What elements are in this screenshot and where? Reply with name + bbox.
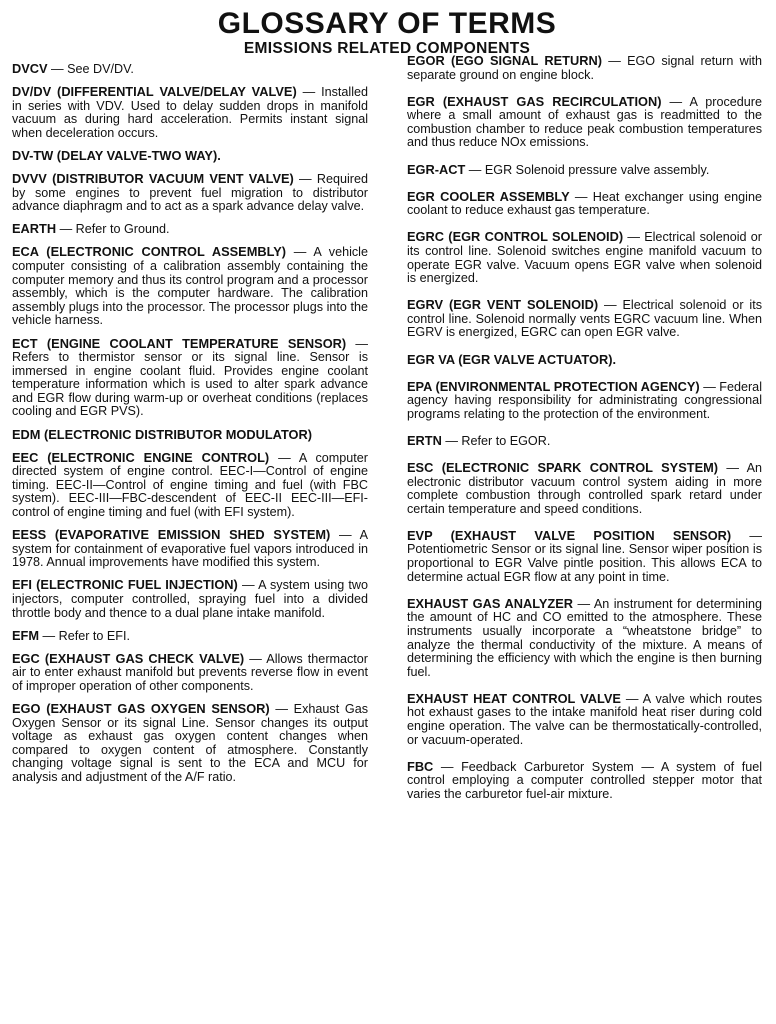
glossary-entry	[407, 353, 762, 368]
glossary-entry	[12, 85, 368, 140]
glossary-term: ESC (ELECTRONIC SPARK CONTROL SYSTEM)	[407, 459, 719, 475]
glossary-definition: — A valve which routes hot exhaust gases to the intake manifold heat riser during cold engine operation. The valve can be thermostatically-controlled, or vacuum-operated.	[407, 691, 763, 747]
glossary-definition: — Refers to thermistor sensor or its signal line. Sensor is immersed in engine coolant fluid. Provides engine coolant temperature information which is used to alter spark advance and EGR flow during warm-up or overheat conditions (replaces cooling and EGR PVS).	[12, 336, 368, 419]
glossary-term: EESS (EVAPORATIVE EMISSION SHED SYSTEM)	[12, 527, 331, 543]
glossary-entry	[407, 298, 762, 340]
glossary-definition: — Potentiometric Sensor or its signal line. Sensor wiper position is proportional to EGR Valve pintle position. This allows ECA to determine actual EGR flow at any point in time.	[407, 528, 762, 584]
glossary-term: EXHAUST GAS ANALYZER	[407, 595, 573, 611]
glossary-term: EFM	[12, 627, 40, 643]
glossary-definition: — A system for containment of evaporative fuel vapors introduced in 1978. Annual improvements have modified this system.	[12, 528, 368, 570]
glossary-term: FBC	[407, 758, 434, 774]
glossary-term: ERTN	[407, 432, 442, 448]
right-column	[407, 54, 762, 814]
glossary-definition: — Feedback Carburetor System — A system of fuel control employing a computer controlled stepper motor that varies the carburetor fuel-air mixture.	[407, 759, 762, 801]
glossary-entry	[12, 245, 368, 328]
glossary-entry	[407, 760, 762, 802]
glossary-definition: — An instrument for determining the amount of HC and CO emitted to the atmosphere. These instruments usually incorporate a “wheatstone bridge” to analyze the thermal conductivity of the mixture. A means of determining the efficiency with which the engine is then burning fuel.	[407, 596, 762, 679]
glossary-definition: — EGR Solenoid pressure valve assembly.	[465, 162, 710, 177]
glossary-term: EGRC (EGR CONTROL SOLENOID)	[407, 229, 624, 245]
glossary-term: ECT (ENGINE COOLANT TEMPERATURE SENSOR)	[12, 335, 347, 351]
glossary-term: EDM (ELECTRONIC DISTRIBUTOR MODULATOR)	[12, 426, 313, 442]
glossary-entry	[12, 528, 368, 570]
glossary-definition: — EGO signal return with separate ground on engine block.	[407, 54, 763, 82]
glossary-entry	[407, 597, 762, 680]
glossary-entry	[12, 222, 368, 237]
glossary-term: EFI (ELECTRONIC FUEL INJECTION)	[12, 577, 238, 593]
glossary-entry	[407, 434, 762, 449]
glossary-entry	[12, 702, 368, 785]
glossary-entry	[407, 190, 762, 218]
glossary-entry	[407, 692, 762, 747]
glossary-definition: — Electrical solenoid or its control line. Solenoid normally vents EGRC vacuum line. When EGRV is energized, EGRC can open EGR valve.	[407, 298, 762, 340]
glossary-entry	[12, 652, 368, 694]
glossary-term: EGO (EXHAUST GAS OXYGEN SENSOR)	[12, 701, 270, 717]
glossary-term: EGC (EXHAUST GAS CHECK VALVE)	[12, 650, 245, 666]
glossary-definition: — Required by some engines to prevent fuel migration to distributor advance diaphragm and to act as a spark advance delay valve.	[12, 172, 368, 214]
glossary-term: DV-TW (DELAY VALVE-TWO WAY).	[12, 147, 221, 163]
page-subtitle: EMISSIONS RELATED COMPONENTS	[243, 40, 531, 57]
glossary-term: EXHAUST HEAT CONTROL VALVE	[407, 690, 621, 706]
glossary-definition: — Allows thermactor air to enter exhaust manifold but prevents reverse flow in event of improper operation of other components.	[12, 651, 368, 693]
glossary-definition: — Electrical solenoid or its control line. Solenoid switches engine manifold vacuum to operate EGR valve. Vacuum opens EGR valve when solenoid is energized.	[407, 230, 762, 286]
glossary-definition: — Refer to EFI.	[39, 628, 130, 643]
glossary-term: EEC (ELECTRONIC ENGINE CONTROL)	[12, 449, 270, 465]
glossary-definition: — An electronic distributor vacuum control system aiding in more complete combustion through controlled spark retard under certain temperature and speed conditions.	[407, 460, 762, 516]
glossary-term: DVCV	[12, 61, 48, 76]
glossary-entry	[407, 380, 762, 422]
glossary-definition: — A vehicle computer consisting of a calibration assembly containing the computer memory and thus its control program and a processor assembly, which is the computer hardware. The calibration assembly plugs into the processor. The processor plugs into the vehicle harness.	[12, 245, 368, 328]
glossary-term: EPA (ENVIRONMENTAL PROTECTION AGENCY)	[407, 378, 700, 394]
glossary-entry	[12, 578, 368, 620]
glossary-term: DV/DV (DIFFERENTIAL VALVE/DELAY VALVE)	[12, 84, 297, 100]
glossary-entry	[12, 337, 368, 420]
glossary-term: EGOR (EGO SIGNAL RETURN)	[407, 53, 602, 68]
glossary-definition: — See DV/DV.	[47, 62, 134, 76]
glossary-entry	[407, 95, 762, 150]
glossary-definition: — A system using two injectors, computer controlled, spraying fuel into a divided throttle body and thence to a dual plane intake manifold.	[12, 578, 368, 620]
glossary-definition: — Heat exchanger using engine coolant to reduce exhaust gas temperature.	[407, 189, 762, 218]
glossary-entry	[407, 54, 762, 82]
glossary-term: EGR VA (EGR VALVE ACTUATOR).	[407, 351, 617, 367]
glossary-definition: — Installed in series with VDV. Used to delay sudden drops in manifold vacuum as during hard acceleration. Permits instant signal when deceleration occurs.	[12, 85, 369, 140]
glossary-entry	[407, 461, 762, 516]
glossary-entry	[12, 451, 368, 520]
glossary-entry	[12, 172, 368, 214]
glossary-entry	[12, 629, 368, 644]
left-column	[12, 62, 368, 814]
glossary-entry	[12, 149, 368, 164]
glossary-entry	[407, 163, 762, 178]
glossary-definition: — A procedure where a small amount of exhaust gas is readmitted to the combustion chamber to reduce peak combustion temperatures and thus reduce NOx emissions.	[407, 94, 762, 150]
glossary-term: EVP (EXHAUST VALVE POSITION SENSOR)	[407, 527, 732, 543]
glossary-definition: — Federal agency having responsibility for administrating congressional programs relating to the protection of the environment.	[407, 379, 762, 421]
glossary-definition: — A computer directed system of engine control. EEC-I—Control of engine timing. EEC-II—Control of engine timing and fuel (with FBC system). EEC-III—FBC-descendent of EEC-II EEC-III—EFI-control of engine timing and fuel (with EFI system).	[12, 450, 368, 520]
glossary-entry	[407, 230, 762, 285]
glossary-entry	[12, 62, 368, 77]
glossary-term: EGR (EXHAUST GAS RECIRCULATION)	[407, 93, 662, 109]
glossary-term: EARTH	[12, 221, 57, 237]
glossary-term: DVVV (DISTRIBUTOR VACUUM VENT VALVE)	[12, 171, 294, 187]
glossary-entry	[407, 529, 762, 584]
glossary-definition: — Refer to EGOR.	[441, 433, 551, 448]
glossary-term: EGRV (EGR VENT SOLENOID)	[407, 297, 599, 313]
glossary-definition: — Exhaust Gas Oxygen Sensor or its signal Line. Sensor changes its output voltage as exhaust gas oxygen content changes when compared to oxygen content of atmosphere. Constantly changing voltage signal is sent to the ECA and MCU for analysis and adjustment of the A/F ratio.	[12, 702, 368, 785]
glossary-term: EGR COOLER ASSEMBLY	[407, 188, 570, 204]
glossary-term: ECA (ELECTRONIC CONTROL ASSEMBLY)	[12, 244, 287, 260]
page-title: GLOSSARY OF TERMS	[217, 7, 557, 40]
glossary-columns	[12, 53, 763, 814]
glossary-entry	[12, 428, 368, 443]
glossary-definition: — Refer to Ground.	[56, 222, 170, 237]
glossary-term: EGR-ACT	[407, 161, 466, 177]
